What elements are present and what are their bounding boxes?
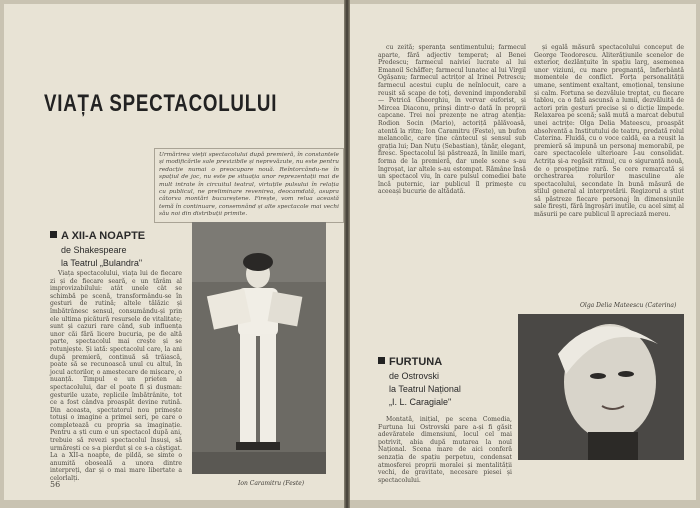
bullet-square-icon [50,231,57,238]
right-column-left-text [378,44,526,340]
article2-paragraph: Montată, inițial, pe scena Comedia, Furtuna lui Ostrovski pare a-și fi găsit adevăratele dimensiuni, locul cel mai potrivit, abia după mutarea la noul Național. Scena mare de aici conferă senzația de spațiu perpetuu, condensat atmosferei proprii moralei și mentalității vechi, de gravitate, necesare piesei și spectacolului. [378,416,512,484]
article1-author: de Shakespeare [61,245,127,255]
actress-portrait-image [518,314,684,460]
caterina-photo [518,314,684,460]
article1-paragraph: Viața spectacolului, viața lui de fiecare zi și de fiecare seară, e un tărâm al improvizabilului: atât unele cât se schimbă pe scenă, transformându-se în gesturi de rutină; altele tălăzic și îmbătrânesc sensul, consumându-și prin ele ultima picătură resursele de vitalitate; sunt și cazuri rare când, sub influența unor căi fără licere bucuria, pe de altă parte, spectacolul mai crește și se rotunjește. Și iată: spectacolul care, la ani după premieră, continuă să trăiască, poate să se recunoască unul cu altul, în jocul actorilor, o amestecare de mișcare, o nuanță. Timpul e un prieten al spectacolului, dar el poate fi și dușman: gesturile uzate, replicile îmbătrânite, tot ce a fost cândva proaspăt devine rutină. Din aceasta, spectatorul nou primește totuși o imagine a primei seri, pe care o completează cu propria sa imaginație. Pentru a ști cum e un spectacol după ani, trebuie să revezi spectacolul însuși, să urmărești ce s-a pierdut și ce s-a câștigat. La a XII-a noapte, de pildă, se simte o anumită oboseală a unora dintre interpreți, dar și o mai mare libertate a celorlalți. [50,270,182,483]
right-page [350,4,696,500]
article2-venue: la Teatrul Național [389,384,461,394]
intro-box: Urmărirea vieții spectacolului după premieră, în constantele și modificările sale previzibile și neprevăzute, nu este pentru redacție numai o preocupare nouă. Reîntorcându-ne în spațiul de joc, nu este pe situația unor reprezentații mai de mult intrate în circuitul teatral, virtuțile pulsului în relația cu publicul, ne preliminare revenirea, deocamdată, asupra câtorva montări bucureștene. Firește, vom relua această temă în continuare, consemnând și alte spectacole mai vechi său noi din distribuții primite. [154,148,344,223]
article2-header [378,352,461,409]
article2-text [378,416,512,496]
right-paragraph-1: cu zeită; speranța sentimentului; farmecul aparte, fără adjectiv temperat; al Benei Predescu; farmecul naiviei lucrate al lui Emanoil Schăffer; farmecul lunatec al lui Virgil Ogășanu; farmecul actrițor al Irinei Petrescu; farmecul acestui cuplu de neînlocuit, care a reușit să scape de toți, devenind imponderabil — Petrică Gheorghiu, în vervar euforist, și Mircea Diaconu, prinși dintr-o dată în proprii capcane. Trei noi prezențe ne atrag atenția: Rodion Socin (Mario), actoriță pălăvoasă, atentă la ritm; Ion Caramitru (Feste), un bufon melancolic, care ține cântecul și sensul sub grația lui; Dan Nuțu (Sebastian), tânăr, elegant, firesc. Spectacolul își păstrează, în liniile mari, forma de la premieră, dar unele scene s-au îngroșat, iar altele s-au estompat. Rămâne însă un spectacol viu, în care pulsul comediei bate încă puternic, iar publicul îl primește cu aceeași bucurie de altădată. [378,44,526,196]
page-title: VIAȚA SPECTACOLULUI [44,90,278,117]
actor-silhouette-image [192,222,326,474]
article1-heading: A XII-A NOAPTE [61,230,146,242]
article1-header [50,226,145,270]
feste-photo [192,222,326,474]
right-column-right-text [534,44,684,294]
photo-caption-caterina: Olga Delia Mateescu (Caterina) [580,302,677,309]
article1-text [50,270,182,483]
photo-caption-feste: Ion Caramitru (Feste) [238,480,305,487]
bullet-square-icon [378,357,385,364]
article1-venue: la Teatrul „Bulandra" [61,258,143,268]
page-number: 56 [50,480,61,489]
article2-venue-name: „I. L. Caragiale" [389,397,452,407]
article2-heading: FURTUNA [389,356,443,368]
left-page [4,4,344,500]
right-paragraph-2: și egală măsură spectacolului conceput de George Teodorescu. Aliterățiunile scenelor de exterior, dezlănțuite în spațiu larg, asemenea unor viziuni, cu mare pregnanță, înfierbântă momentele de conflict. Forța personalității umane, sentiment exaltant, emoțional, tensiune și calm. Fortuna se dezvăluie treptat, cu fiecare tablou, ca o față ascunsă a lumii, dezvăluită de actori prin gesturi precise și o dicție limpede. Relaxarea pe scenă; sală mută a marcat debutul unei actrițe: Olga Delia Mateescu, proaspăt absolventă a Institutului de teatru, predată rolul Caterina. Fluidă, cu o voce caldă, ea a reușit la premieră să impună un personaj memorabil, pe care spectacolele ulterioare l-au consolidat. Actrița și-a regăsit ritmul, cu o siguranță nouă, de o prospețime rară. Se cere remarcată și orchestrarea rolurilor masculine ale spectacolului, secondate în bună măsură de stilul general al interpretării. Regizorul a știut să păstreze fiecare personaj în dimensiunile sale firești, fără îngroșări inutile, cu acel simț al măsurii pe care publicul îl apreciază mereu. [534,44,684,219]
article2-author: de Ostrovski [389,371,440,381]
